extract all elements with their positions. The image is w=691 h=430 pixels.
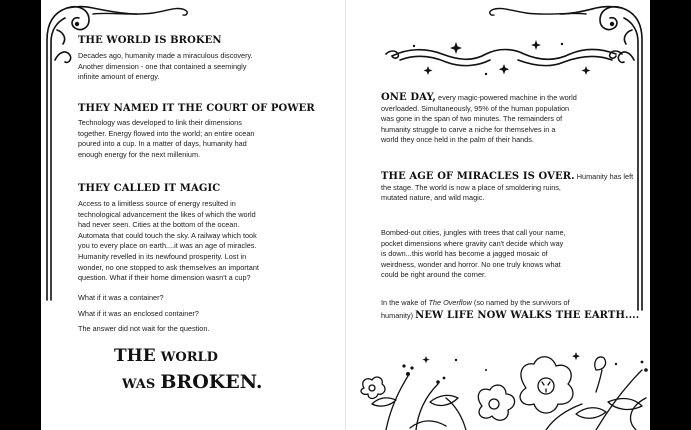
closing-broken: BROKEN. — [160, 371, 263, 393]
paragraph-age-of-miracles — [381, 172, 643, 204]
heading-called-it-magic: THEY CALLED IT MAGIC — [78, 183, 221, 194]
text-line: infinite amount of energy. — [78, 72, 160, 82]
text-run: every magic-powered machine in the world — [436, 93, 577, 102]
closing-the: THE — [114, 346, 156, 366]
text-line: question. What if their home dimension wasn't a cup? — [78, 273, 251, 283]
closing-line-1 — [114, 346, 218, 366]
question-enclosed: What if it was an enclosed container? — [78, 309, 199, 318]
paragraph-overflow — [381, 298, 643, 321]
text-run: In the wake of — [381, 298, 429, 307]
text-run: Humanity has left — [574, 172, 634, 181]
text-line: Technology was developed to link their dimensions — [78, 118, 242, 127]
text-line: Humanity revelled in its newfound prosperity. Lost in — [78, 251, 247, 261]
text-line: Access to a limitless source of energy resulted in — [78, 199, 236, 208]
text-line: Bombed-out cities, jungles with trees that call your name, — [381, 228, 566, 237]
text-line: humanity struggle to carve a niche for themselves in a — [381, 124, 556, 134]
text-line: you to every place on earth....it was an age of miracles. — [78, 241, 257, 251]
text-emphasis: The Overflow — [428, 298, 472, 307]
paragraph-one-day — [381, 93, 641, 146]
text-line: Another dimension - one that contained a seemingly — [78, 61, 247, 71]
text-line: overloaded. Simultaneously, 95% of the human population — [381, 103, 570, 113]
text-line: Decades ago, humanity made a miraculous discovery. — [78, 51, 253, 60]
left-page — [41, 0, 345, 430]
paragraph-discovery — [78, 51, 340, 83]
lead-one-day: ONE DAY, — [381, 92, 437, 103]
answer-line: The answer did not wait for the question. — [78, 324, 210, 333]
text-line — [381, 93, 641, 104]
paragraph-bombed-out — [381, 228, 643, 281]
text-run: (so named by the survivors of — [471, 298, 570, 307]
text-line: was gone in the span of two minutes. The remainders of — [381, 114, 563, 124]
closing-line-2 — [122, 371, 263, 393]
text-line: together. Energy flowed into the world; an entire ocean — [78, 128, 255, 138]
paragraph-magic — [78, 199, 344, 284]
text-line: the stage. The world is now a place of smoldering ruins, — [381, 182, 561, 192]
heading-court-of-power: THEY NAMED IT THE COURT OF POWER — [78, 103, 315, 114]
text-line: mutated nature, and wild magic. — [381, 193, 485, 203]
book-spread — [41, 0, 650, 430]
right-page — [346, 0, 650, 430]
text-line — [381, 298, 643, 309]
text-line: weirdness, wonder and horror. No one truly knows what — [381, 259, 561, 269]
text-line: could be right around the corner. — [381, 270, 487, 280]
text-line: is down...this world has become a jagged mosaic of — [381, 249, 548, 259]
paragraph-technology — [78, 118, 340, 160]
text-line: Automata that could touch the sky. A railway which took — [78, 230, 257, 240]
closing-world: WORLD — [160, 350, 218, 365]
text-line: had never seen. Cities at the bottom of the ocean. — [78, 220, 240, 230]
star-icons — [413, 40, 591, 75]
wave-flourish-divider — [386, 40, 626, 80]
text-line — [381, 311, 643, 322]
text-line: world they once held in the palm of their hands. — [381, 135, 534, 145]
text-line: poured into a cup. In a matter of days, humanity had — [78, 139, 247, 149]
heading-world-is-broken: THE WORLD IS BROKEN — [78, 35, 222, 46]
top-rule-right — [476, 2, 586, 22]
lead-new-life: NEW LIFE NOW WALKS THE EARTH.... — [415, 309, 640, 321]
text-line: pocket dimensions where gravity can't decide which way — [381, 238, 564, 248]
lead-age-of-miracles: THE AGE OF MIRACLES IS OVER. — [381, 171, 575, 182]
text-line: technological advancement the likes of which the world — [78, 209, 256, 219]
text-line: wonder, no one stopped to ask themselves an important — [78, 262, 259, 272]
text-run: humanity) — [381, 310, 416, 320]
top-rule-left — [93, 2, 193, 22]
flower-illustration — [346, 340, 650, 430]
text-line: enough energy for the next millenium. — [78, 149, 201, 159]
question-container: What if it was a container? — [78, 293, 164, 302]
text-line — [381, 172, 643, 183]
closing-was: WAS — [122, 377, 156, 392]
